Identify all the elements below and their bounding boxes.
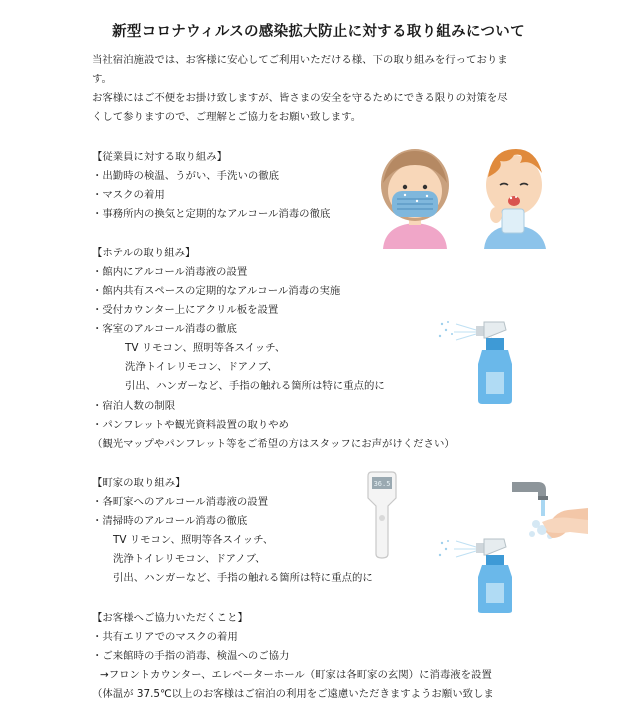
list-item: ・清掃時のアルコール消毒の徹底	[92, 515, 248, 527]
list-subitem: 引出、ハンガーなど、手指の触れる箇所は特に重点的に	[113, 572, 373, 584]
spray-bottle-icon	[436, 533, 516, 613]
list-item: （観光マップやパンフレット等をご希望の方はスタッフにお声がけください）	[92, 438, 455, 450]
list-subitem: 洗浄トイレリモコン、ドアノブ、	[113, 553, 266, 565]
intro-line: お客様にはご不便をお掛け致しますが、皆さまの安全を守るためにできる限りの対策を尽	[92, 92, 508, 104]
list-subitem: TV リモコン、照明等各スイッチ、	[125, 342, 286, 354]
list-subitem: 引出、ハンガーなど、手指の触れる箇所は特に重点的に	[125, 380, 385, 392]
masked-person-illustration	[375, 143, 455, 249]
list-item: ・館内共有スペースの定期的なアルコール消毒の実施	[92, 285, 341, 297]
list-item: ・パンフレットや観光資料設置の取りやめ	[92, 419, 289, 431]
intro-line: くして参りますので、ご理解とご協力をお願い致します。	[92, 111, 362, 123]
spray-bottle-icon	[436, 314, 516, 404]
page-title: 新型コロナウィルスの感染拡大防止に対する取り組みについて	[112, 24, 525, 40]
list-item: ・客室のアルコール消毒の徹底	[92, 323, 237, 335]
list-item: ・宿泊人数の制限	[92, 400, 176, 412]
section-heading-staff: 【従業員に対する取り組み】	[92, 151, 228, 163]
list-item: （体温が 37.5℃以上のお客様はご宿泊の利用をご遠慮いただきますようお願い致しま	[92, 688, 494, 700]
list-subitem: 洗浄トイレリモコン、ドアノブ、	[125, 361, 278, 373]
intro-line: す。	[92, 73, 112, 85]
section-heading-hotel: 【ホテルの取り組み】	[92, 247, 196, 259]
list-item: ・受付カウンター上にアクリル板を設置	[92, 304, 279, 316]
intro-line: 当社宿泊施設では、お客様に安心してご利用いただける様、下の取り組みを行っておりま	[92, 54, 508, 66]
list-item: ・事務所内の換気と定期的なアルコール消毒の徹底	[92, 208, 331, 220]
list-item: ・共有エリアでのマスクの着用	[92, 631, 238, 643]
section-heading-guests: 【お客様へご協力いただくこと】	[92, 612, 248, 624]
list-subitem: →フロントカウンター、エレベーターホール（町家は各町家の玄関）に消毒液を設置	[100, 669, 492, 681]
list-item: ・出勤時の検温、うがい、手洗いの徹底	[92, 170, 280, 182]
gargling-child-illustration	[480, 143, 550, 249]
section-heading-machiya: 【町家の取り組み】	[92, 477, 186, 489]
handwashing-icon	[512, 476, 588, 552]
list-item: ・マスクの着用	[92, 189, 165, 201]
list-item: ・館内にアルコール消毒液の設置	[92, 266, 248, 278]
thermometer-icon	[366, 470, 398, 560]
list-subitem: TV リモコン、照明等各スイッチ、	[113, 534, 274, 546]
thermometer-readout: 36.5	[373, 480, 391, 488]
list-item: ・各町家へのアルコール消毒液の設置	[92, 496, 269, 508]
list-item: ・ご来館時の手指の消毒、検温へのご協力	[92, 650, 290, 662]
